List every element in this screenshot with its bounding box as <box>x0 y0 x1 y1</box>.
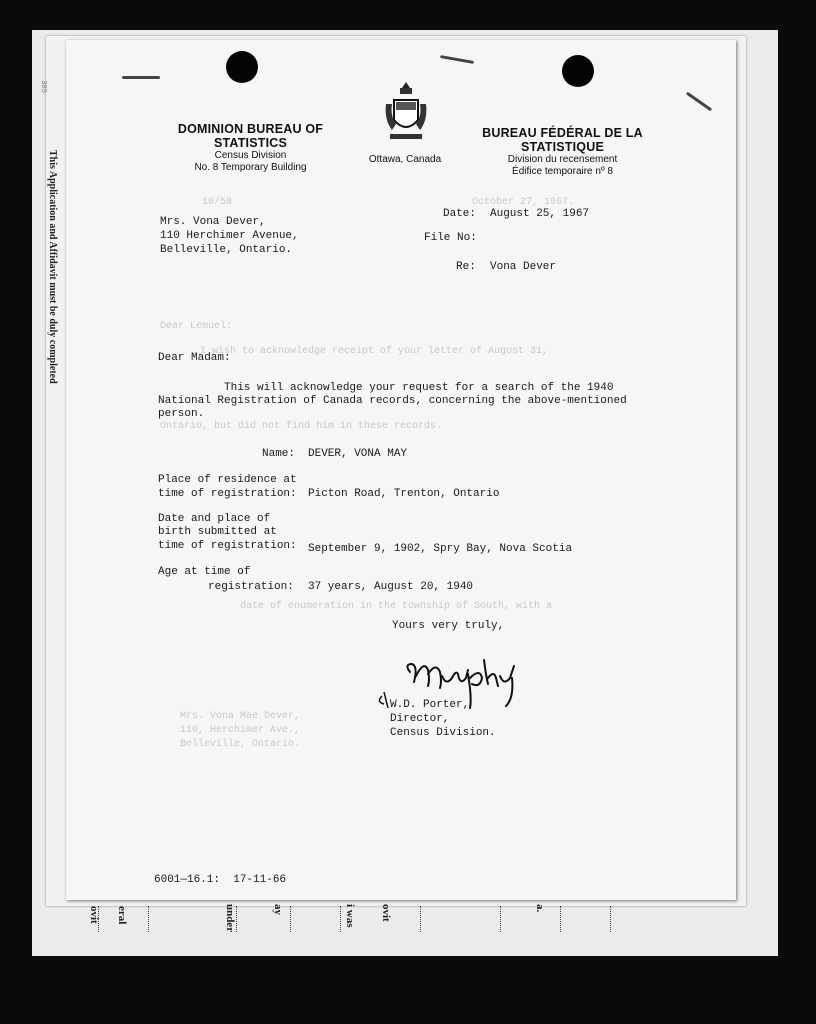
birth-label-1: Date and place of <box>158 513 271 525</box>
bleed-through-text: I wish to acknowledge receipt of your letter of August 31, <box>200 346 549 357</box>
scuff-mark <box>122 76 160 79</box>
bleed-through-text: Ontario, but did not find him in these records. <box>160 421 443 432</box>
letterhead-french <box>455 126 670 178</box>
strip-word: i was <box>344 904 356 928</box>
division-english: Census Division <box>214 150 287 161</box>
file-no-label: File No: <box>424 232 477 244</box>
body-line-3: person. <box>158 408 205 420</box>
re-value: Vona Dever <box>490 261 557 273</box>
dotted-rule <box>420 906 421 932</box>
age-label-2: registration: <box>208 581 294 593</box>
salutation: Dear Madam: <box>158 352 231 364</box>
dotted-rule <box>236 906 237 932</box>
re-label: Re: <box>456 261 476 273</box>
residence-label-1: Place of residence at <box>158 474 297 486</box>
page-mark: 385 <box>38 80 47 93</box>
strip-word: ay <box>272 904 284 915</box>
city-label: Ottawa, Canada <box>368 154 442 165</box>
strip-word: eral <box>116 906 128 925</box>
bleed-through-text: 110, Herchimer Ave., <box>180 725 301 736</box>
bleed-through-text: 10/58 October 27, 1967. <box>172 197 575 208</box>
coat-of-arms-icon <box>382 80 430 144</box>
side-note: This Application and Affidavit must be duly completed <box>47 150 58 384</box>
birth-label-2: birth submitted at <box>158 526 277 538</box>
date-label: Date: <box>443 208 477 220</box>
recipient-city: Belleville, Ontario. <box>160 244 293 256</box>
bleed-through-text: date of enumeration in the township of South, with a <box>240 601 553 612</box>
dotted-rule <box>148 906 149 932</box>
form-code: 6001—16.1: 17-11-66 <box>154 874 287 886</box>
strip-word: ovit <box>380 904 392 922</box>
recipient-street: 110 Herchimer Avenue, <box>160 230 299 242</box>
signatory-division: Census Division. <box>390 727 496 739</box>
birth-value: September 9, 1902, Spry Bay, Nova Scotia <box>308 543 573 555</box>
building-french: Édifice temporaire nº 8 <box>512 166 613 177</box>
dotted-rule <box>500 906 501 932</box>
name-value: DEVER, VONA MAY <box>308 448 408 460</box>
bleed-through-text: Dear Lemuel: <box>160 321 233 332</box>
bleed-through-text: Belleville, Ontario. <box>180 739 301 750</box>
strip-word: a. <box>534 904 546 913</box>
strip-word: ovit <box>88 906 100 924</box>
dotted-rule <box>560 906 561 932</box>
punch-hole <box>562 55 594 87</box>
residence-label-2: time of registration: <box>158 488 297 500</box>
date-value: August 25, 1967 <box>490 208 590 220</box>
strip-word: under <box>224 904 236 933</box>
dotted-rule <box>290 906 291 932</box>
bleed-through-text: Mrs. Vona Mae Dever, <box>180 711 301 722</box>
age-value: 37 years, August 20, 1940 <box>308 581 474 593</box>
signatory-title: Director, <box>390 713 450 725</box>
dotted-rule <box>340 906 341 932</box>
closing: Yours very truly, <box>392 620 505 632</box>
birth-label-3: time of registration: <box>158 540 297 552</box>
dotted-rule <box>610 906 611 932</box>
bureau-title-english: DOMINION BUREAU OF STATISTICS <box>177 122 324 150</box>
name-label: Name: <box>262 448 296 460</box>
body-line-1: This will acknowledge your request for a search of the 1940 <box>224 382 614 394</box>
recipient-name: Mrs. Vona Dever, <box>160 216 266 228</box>
punch-hole <box>226 51 258 83</box>
signatory-name: W.D. Porter, <box>390 699 470 711</box>
bureau-title-french: BUREAU FÉDÉRAL DE LA STATISTIQUE <box>482 126 643 154</box>
age-label-1: Age at time of <box>158 566 251 578</box>
division-french: Division du recensement <box>507 154 618 165</box>
residence-value: Picton Road, Trenton, Ontario <box>308 488 500 500</box>
letterhead-english <box>143 122 358 174</box>
body-line-2: National Registration of Canada records, concerning the above-mentioned <box>158 395 627 407</box>
building-english: No. 8 Temporary Building <box>194 162 307 173</box>
